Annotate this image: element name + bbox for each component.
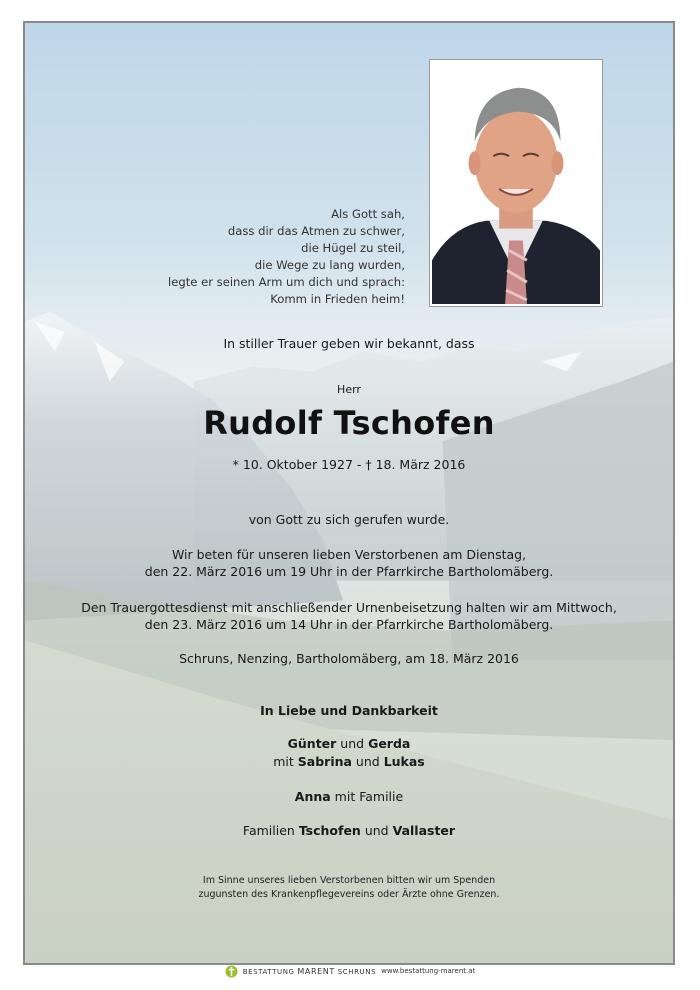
prayer-line: den 22. März 2016 um 19 Uhr in der Pfarrkirche Bartholomäberg.: [144, 564, 554, 579]
called-home-line: von Gott zu sich gerufen wurde.: [248, 512, 450, 527]
family-name: Günter: [287, 736, 337, 751]
poem-line: Als Gott sah,: [331, 207, 405, 221]
life-dates: * 10. Oktober 1927 - † 18. März 2016: [232, 457, 466, 472]
gratitude-heading: In Liebe und Dankbarkeit: [260, 703, 438, 718]
family-name: Tschofen: [298, 823, 361, 838]
portrait-photo: [429, 59, 603, 307]
donation-request: [25, 874, 673, 902]
family-connector: und: [360, 823, 393, 838]
company-prefix: BESTATTUNG: [242, 967, 295, 976]
company-name: [243, 967, 376, 976]
funeral-home-logo-icon: [225, 965, 238, 978]
prayer-line: Wir beten für unseren lieben Verstorbenen am Dienstag,: [171, 547, 527, 562]
deceased-name: Rudolf Tschofen: [203, 404, 495, 442]
family-connector: mit Familie: [330, 789, 404, 804]
family-connector: mit: [273, 754, 298, 769]
family-line: [25, 735, 673, 753]
family-name: Lukas: [383, 754, 425, 769]
footer: [0, 961, 700, 981]
company-url[interactable]: www.bestattung-marent.at: [381, 967, 476, 975]
poem-line: die Wege zu lang wurden,: [254, 258, 405, 272]
company-town: SCHRUNS: [337, 967, 377, 976]
poem-line: Komm in Frieden heim!: [270, 292, 405, 306]
donation-line: Im Sinne unseres lieben Verstorbenen bitten wir um Spenden: [202, 875, 496, 886]
family-group-1: [25, 735, 673, 771]
family-connector: Familien: [242, 823, 299, 838]
poem-line: dass dir das Atmen zu schwer,: [227, 224, 405, 238]
family-connector: und: [351, 754, 384, 769]
family-connector: und: [336, 736, 369, 751]
funeral-notice: [25, 599, 673, 633]
family-group-2: [25, 788, 673, 806]
prayer-notice: [25, 546, 673, 580]
announcement-line: In stiller Trauer geben wir bekannt, dass: [223, 336, 475, 351]
poem-line: die Hügel zu steil,: [301, 241, 405, 255]
family-name: Sabrina: [297, 754, 352, 769]
portrait-image: [432, 62, 600, 304]
family-line: [25, 753, 673, 771]
family-name: Vallaster: [392, 823, 456, 838]
family-name: Gerda: [368, 736, 411, 751]
donation-line: zugunsten des Krankenpflegevereins oder Ärzte ohne Grenzen.: [198, 889, 500, 900]
poem-line: legte er seinen Arm um dich und sprach:: [168, 275, 405, 289]
funeral-line: den 23. März 2016 um 14 Uhr in der Pfarrkirche Bartholomäberg.: [144, 617, 554, 632]
place-and-date: Schruns, Nenzing, Bartholomäberg, am 18. März 2016: [179, 651, 519, 666]
obituary-card: [23, 21, 675, 965]
salutation: Herr: [337, 383, 361, 396]
company-brand: MARENT: [297, 966, 335, 976]
poem: [168, 206, 405, 308]
funeral-line: Den Trauergottesdienst mit anschließender Urnenbeisetzung halten wir am Mittwoch,: [81, 600, 617, 615]
family-name: Anna: [294, 789, 331, 804]
family-group-3: [25, 822, 673, 840]
